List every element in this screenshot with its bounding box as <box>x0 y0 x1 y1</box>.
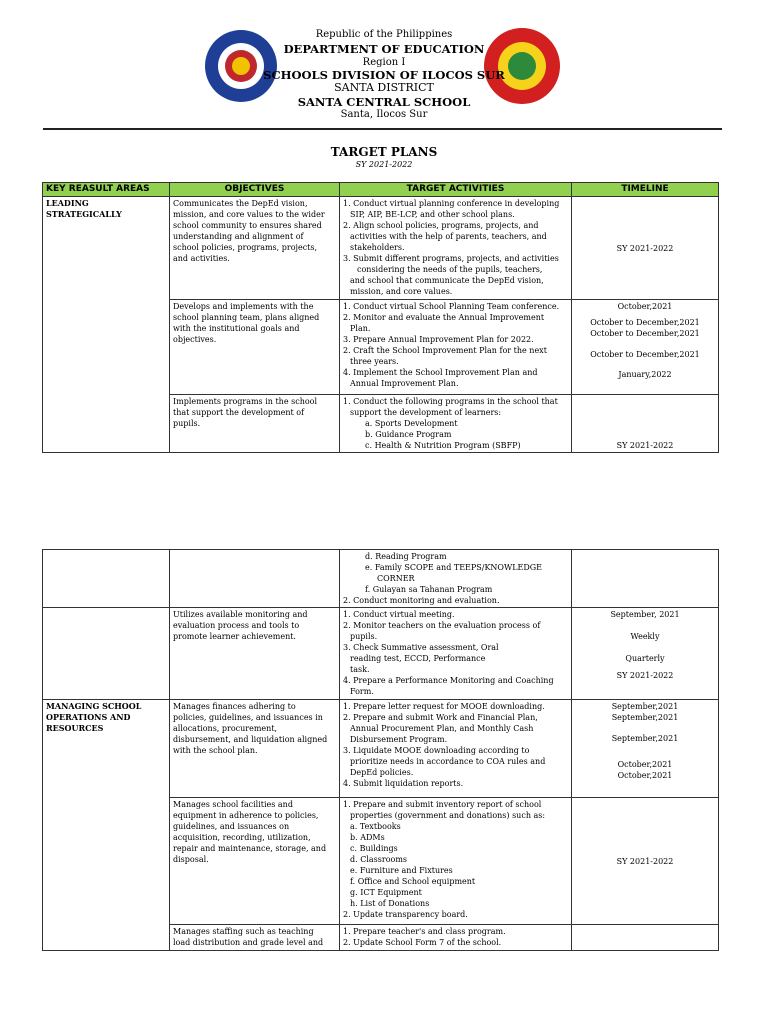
activities-cell <box>340 608 572 700</box>
kra-cell <box>43 608 170 700</box>
activity-line: 3. Submit different programs, projects, and activities <box>343 254 559 263</box>
objective-line: promote learner achievement. <box>173 632 296 641</box>
timeline-line: Weekly <box>630 632 660 641</box>
activity-line: prioritize needs in accordance to COA rules and <box>350 757 546 766</box>
activity-line: d. Reading Program <box>365 552 447 561</box>
school-line: SANTA CENTRAL SCHOOL <box>297 95 471 109</box>
activity-line: 2. Align school policies, programs, projects, and <box>343 221 539 230</box>
objective-line: Manages finances adhering to <box>173 702 296 711</box>
activity-line: 1. Conduct the following programs in the school that <box>343 397 558 406</box>
activity-line: 1. Conduct virtual meeting. <box>343 610 455 619</box>
objective-line: school community to ensures shared <box>173 221 322 230</box>
activity-line: 2. Update School Form 7 of the school. <box>343 938 502 947</box>
activity-line: 2. Craft the School Improvement Plan for the next <box>343 346 547 355</box>
activity-line: 4. Implement the School Improvement Plan and <box>343 368 538 377</box>
activity-line: 2. Update transparency board. <box>343 910 468 919</box>
objective-cell <box>170 300 340 395</box>
objective-line: policies, guidelines, and issuances in <box>173 713 323 722</box>
table-header-row <box>43 183 719 197</box>
timeline-line: September,2021 <box>611 734 679 743</box>
activity-line: DepEd policies. <box>350 768 414 777</box>
timeline-cell <box>572 550 719 608</box>
activity-line: 1. Prepare teacher's and class program. <box>343 927 506 936</box>
objective-line: Manages staffing such as teaching <box>173 927 314 936</box>
column-header-timeline: TIMELINE <box>572 183 719 197</box>
activity-line: 1. Conduct virtual planning conference in developing <box>343 199 560 208</box>
timeline-line: October to December,2021 <box>590 329 700 338</box>
objective-line: evaluation process and tools to <box>173 621 300 630</box>
activity-line: reading test, ECCD, Performance <box>350 654 486 663</box>
address-line: Santa, Ilocos Sur <box>340 109 428 120</box>
document-school-year: SY 2021-2022 <box>355 160 413 169</box>
district-line: SANTA DISTRICT <box>334 81 434 94</box>
objective-line: school policies, programs, projects, <box>173 243 318 252</box>
target-plans-table-page1 <box>42 182 719 453</box>
activity-line: Form. <box>350 687 374 696</box>
document-title: TARGET PLANS <box>330 145 438 159</box>
activity-line: 1. Conduct virtual School Planning Team conference. <box>343 302 560 311</box>
kra-cell <box>43 550 170 608</box>
activities-cell <box>340 395 572 453</box>
timeline-cell <box>572 925 719 951</box>
activity-line: task. <box>350 665 370 674</box>
activity-line: f. Gulayan sa Tahanan Program <box>365 585 493 594</box>
column-header-activities: TARGET ACTIVITIES <box>340 183 572 197</box>
objective-line: guidelines, and issuances on <box>173 822 290 831</box>
objective-line: acquisition, recording, utilization, <box>173 833 311 842</box>
region-line: Region I <box>362 57 406 68</box>
activity-line: e. Furniture and Fixtures <box>350 866 453 875</box>
objective-line: repair and maintenance, storage, and <box>173 844 327 853</box>
activity-line: b. ADMs <box>350 833 385 842</box>
objective-cell <box>170 550 340 608</box>
timeline-line: September,2021 <box>611 702 679 711</box>
activity-line: considering the needs of the pupils, teachers, <box>357 265 543 274</box>
objective-line: allocations, procurement, <box>173 724 278 733</box>
table-row <box>43 608 719 700</box>
activity-line: h. List of Donations <box>350 899 430 908</box>
timeline-line: September, 2021 <box>610 610 680 619</box>
activity-line: 1. Prepare and submit inventory report of school <box>343 800 542 809</box>
objective-line: disposal. <box>173 855 209 864</box>
timeline-line: October,2021 <box>617 760 673 769</box>
timeline-line: September,2021 <box>611 713 679 722</box>
objective-cell <box>170 608 340 700</box>
activity-line: properties (government and donations) such as: <box>350 811 546 820</box>
department-line: DEPARTMENT OF EDUCATION <box>283 42 485 56</box>
timeline-line: January,2022 <box>618 370 672 379</box>
objective-line: Utilizes available monitoring and <box>173 610 308 619</box>
activities-cell <box>340 550 572 608</box>
objective-line: Implements programs in the school <box>173 397 318 406</box>
objective-line: mission, and core values to the wider <box>173 210 325 219</box>
timeline-line: October,2021 <box>617 771 673 780</box>
activities-cell <box>340 798 572 925</box>
objective-line: and activities. <box>173 254 230 263</box>
activity-line: b. Guidance Program <box>365 430 452 439</box>
table-row <box>43 700 719 798</box>
objective-line: Develops and implements with the <box>173 302 314 311</box>
activity-line: mission, and core values. <box>350 287 453 296</box>
kra-line: MANAGING SCHOOL <box>46 701 142 711</box>
republic-line: Republic of the Philippines <box>315 29 453 40</box>
timeline-cell <box>572 300 719 395</box>
activity-line: CORNER <box>377 574 415 583</box>
activity-line: f. Office and School equipment <box>350 877 476 886</box>
timeline-line: October,2021 <box>617 302 673 311</box>
objective-line: Manages school facilities and <box>173 800 293 809</box>
activity-line: d. Classrooms <box>350 855 408 864</box>
objective-cell <box>170 925 340 951</box>
objective-line: understanding and alignment of <box>173 232 304 241</box>
objective-cell <box>170 798 340 925</box>
objective-line: Communicates the DepEd vision, <box>173 199 308 208</box>
activity-line: a. Textbooks <box>350 822 401 831</box>
activity-line: 3. Prepare Annual Improvement Plan for 2022. <box>343 335 534 344</box>
objective-line: equipment in adherence to policies, <box>173 811 319 820</box>
kra-line: OPERATIONS AND <box>46 712 131 722</box>
objective-line: with the school plan. <box>173 746 258 755</box>
timeline-cell: SY 2021-2022 <box>572 798 719 925</box>
activities-cell <box>340 700 572 798</box>
activities-cell <box>340 925 572 951</box>
activity-line: Plan. <box>350 324 371 333</box>
activity-line: e. Family SCOPE and TEEPS/KNOWLEDGE <box>365 563 543 572</box>
column-header-kra: KEY REASULT AREAS <box>43 183 170 197</box>
timeline-line: SY 2021-2022 <box>616 671 674 680</box>
activity-line: activities with the help of parents, teachers, and <box>350 232 547 241</box>
activity-line: pupils. <box>350 632 378 641</box>
activity-line: and school that communicate the DepEd vision, <box>350 276 544 285</box>
activity-line: support the development of learners: <box>350 408 502 417</box>
objective-cell <box>170 700 340 798</box>
activity-line: 2. Monitor teachers on the evaluation process of <box>343 621 541 630</box>
objective-line: disbursement, and liquidation aligned <box>173 735 328 744</box>
activity-line: 2. Prepare and submit Work and Financial Plan, <box>343 713 538 722</box>
objective-cell <box>170 197 340 300</box>
activities-cell <box>340 300 572 395</box>
activity-line: 3. Liquidate MOOE downloading according to <box>343 746 530 755</box>
objective-line: load distribution and grade level and <box>173 938 324 947</box>
objective-line: with the institutional goals and <box>173 324 300 333</box>
timeline-cell: SY 2021-2022 <box>572 197 719 300</box>
objective-cell <box>170 395 340 453</box>
activity-line: 3. Check Summative assessment, Oral <box>343 643 499 652</box>
timeline-cell: SY 2021-2022 <box>572 395 719 453</box>
timeline-cell <box>572 700 719 798</box>
timeline-cell <box>572 608 719 700</box>
activity-line: c. Buildings <box>350 844 398 853</box>
activities-cell <box>340 197 572 300</box>
activity-line: 4. Prepare a Performance Monitoring and Coaching <box>343 676 554 685</box>
activity-line: Annual Improvement Plan. <box>350 379 459 388</box>
activity-line: 2. Conduct monitoring and evaluation. <box>343 596 500 605</box>
activity-line: c. Health & Nutrition Program (SBFP) <box>365 441 521 450</box>
objective-line: objectives. <box>173 335 217 344</box>
objective-line: pupils. <box>173 419 201 428</box>
objective-line: school planning team, plans aligned <box>173 313 320 322</box>
activity-line: Disbursement Program. <box>350 735 448 744</box>
division-line: SCHOOLS DIVISION OF ILOCOS SUR <box>263 68 505 82</box>
activity-line: stakeholders. <box>350 243 405 252</box>
column-header-objectives: OBJECTIVES <box>170 183 340 197</box>
activity-line: a. Sports Development <box>365 419 458 428</box>
activity-line: 2. Monitor and evaluate the Annual Improvement <box>343 313 545 322</box>
activity-line: SIP, AIP, BE-LCP, and other school plans. <box>350 210 515 219</box>
kra-cell: LEADING STRATEGICALLY <box>43 197 170 453</box>
header-divider <box>43 128 722 130</box>
activity-line: 1. Prepare letter request for MOOE downloading. <box>343 702 545 711</box>
table-row <box>43 197 719 300</box>
activity-line: g. ICT Equipment <box>350 888 422 897</box>
objective-line: that support the development of <box>173 408 305 417</box>
timeline-line: October to December,2021 <box>590 318 700 327</box>
timeline-line: Quarterly <box>625 654 665 663</box>
kra-line: RESOURCES <box>46 723 104 733</box>
target-plans-table-page2 <box>42 549 719 951</box>
activity-line: three years. <box>350 357 399 366</box>
timeline-line: October to December,2021 <box>590 350 700 359</box>
activity-line: Annual Procurement Plan, and Monthly Cash <box>350 724 534 733</box>
table-row <box>43 550 719 608</box>
activity-line: 4. Submit liquidation reports. <box>343 779 464 788</box>
kra-cell <box>43 700 170 951</box>
